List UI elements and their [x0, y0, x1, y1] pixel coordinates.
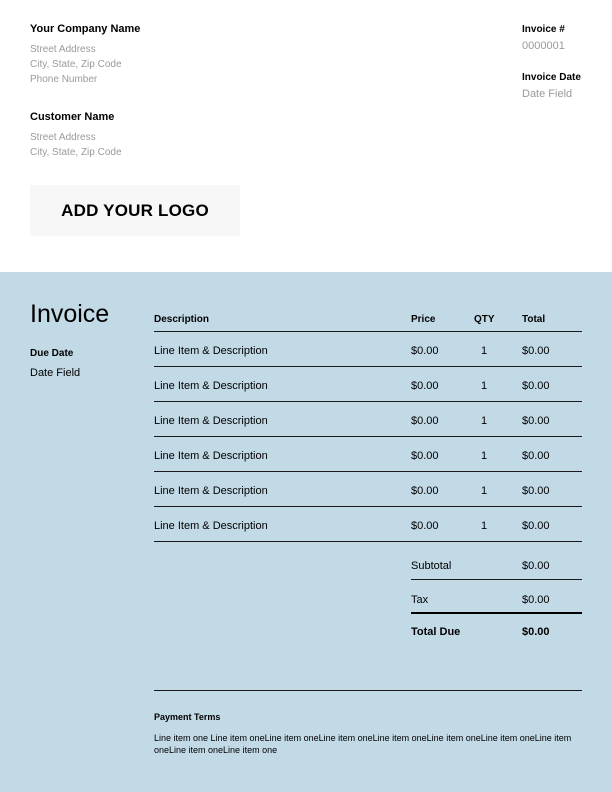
table-row: [154, 332, 582, 367]
total-due-label: Total Due: [411, 626, 461, 638]
header-price: Price: [411, 314, 436, 325]
tax-value: $0.00: [522, 594, 550, 606]
payment-terms-label: Payment Terms: [154, 712, 221, 722]
row-price: $0.00: [411, 485, 439, 497]
table-row: [154, 367, 582, 402]
row-total: $0.00: [522, 345, 550, 357]
terms-divider: [154, 690, 582, 691]
row-description: Line Item & Description: [154, 345, 268, 357]
table-row: [154, 472, 582, 507]
row-price: $0.00: [411, 415, 439, 427]
row-price: $0.00: [411, 520, 439, 532]
invoice-number-label: Invoice #: [522, 24, 565, 35]
invoice-date-label: Invoice Date: [522, 72, 581, 83]
table-row: [154, 507, 582, 542]
row-description: Line Item & Description: [154, 520, 268, 532]
table-row: [154, 437, 582, 472]
customer-city: City, State, Zip Code: [30, 147, 122, 158]
header-section: [0, 0, 612, 272]
company-phone: Phone Number: [30, 74, 98, 85]
table-header: [154, 310, 582, 332]
row-total: $0.00: [522, 520, 550, 532]
company-street: Street Address: [30, 44, 96, 55]
table-row: [154, 402, 582, 437]
company-city: City, State, Zip Code: [30, 59, 122, 70]
payment-terms-text: Line item one Line item oneLine item oneLine item oneLine item oneLine item oneLine item oneLine item oneLine item oneLine item one: [154, 733, 572, 755]
row-qty: 1: [480, 450, 488, 462]
tax-row: [411, 580, 582, 614]
customer-street: Street Address: [30, 132, 96, 143]
row-description: Line Item & Description: [154, 485, 268, 497]
invoice-meta: [522, 24, 581, 102]
row-qty: 1: [480, 485, 488, 497]
line-items-table: [154, 310, 582, 542]
row-price: $0.00: [411, 380, 439, 392]
row-qty: 1: [480, 415, 488, 427]
invoice-date-value: Date Field: [522, 88, 573, 100]
row-total: $0.00: [522, 485, 550, 497]
tax-label: Tax: [411, 594, 429, 606]
due-date-value: Date Field: [30, 367, 81, 379]
row-total: $0.00: [522, 450, 550, 462]
logo-placeholder: ADD YOUR LOGO: [30, 185, 240, 236]
totals-summary: [411, 546, 582, 648]
customer-block: [30, 111, 122, 160]
due-date-label: Due Date: [30, 348, 74, 359]
row-qty: 1: [480, 380, 488, 392]
page-title: Invoice: [30, 300, 110, 328]
subtotal-label: Subtotal: [411, 560, 452, 572]
invoice-number-value: 0000001: [522, 40, 565, 52]
row-qty: 1: [480, 345, 488, 357]
row-total: $0.00: [522, 380, 550, 392]
row-price: $0.00: [411, 345, 439, 357]
row-description: Line Item & Description: [154, 380, 268, 392]
row-price: $0.00: [411, 450, 439, 462]
header-qty: QTY: [474, 314, 495, 325]
header-description: Description: [154, 314, 210, 325]
company-block: [30, 23, 140, 87]
company-name: Your Company Name: [30, 23, 141, 35]
row-qty: 1: [480, 520, 488, 532]
total-due-row: [411, 614, 582, 648]
customer-name: Customer Name: [30, 111, 115, 123]
subtotal-row: [411, 546, 582, 580]
header-total: Total: [522, 314, 546, 325]
row-description: Line Item & Description: [154, 415, 268, 427]
total-due-value: $0.00: [522, 626, 550, 638]
row-total: $0.00: [522, 415, 550, 427]
subtotal-value: $0.00: [522, 560, 550, 572]
row-description: Line Item & Description: [154, 450, 268, 462]
